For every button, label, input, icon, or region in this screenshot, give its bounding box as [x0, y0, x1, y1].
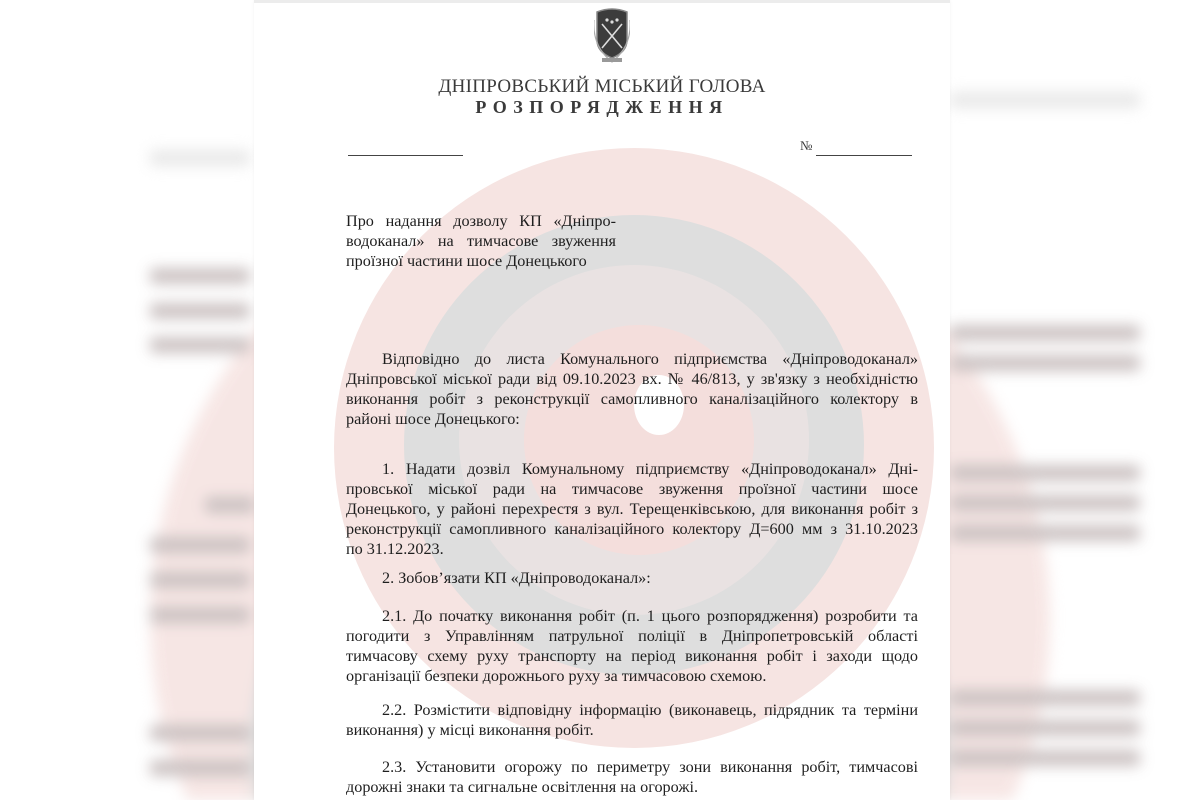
background-text-line	[950, 720, 1140, 736]
background-text-line	[150, 337, 250, 353]
background-text-line	[150, 268, 250, 284]
subject-line: проїзної частини шосе Донецького	[346, 252, 587, 270]
paragraph-line: 1. Надати дозвіл Комунальному підприємству «Дніпроводоканал» Дні-	[382, 460, 918, 478]
paragraph-line: 2. Зобов’язати КП «Дніпроводоканал»:	[382, 569, 651, 587]
clause-2-1	[346, 606, 918, 686]
paragraph-line: Відповідно до листа Комунального підприємства «Дніпроводоканал»	[382, 350, 918, 368]
background-text-line	[150, 725, 250, 741]
background-text-line	[950, 525, 1140, 541]
background-text-line	[150, 572, 250, 588]
paragraph-line: організації безпеки дорожнього руху за тимчасовою схемою.	[346, 667, 767, 685]
date-blank-line	[348, 155, 463, 156]
background-text-line	[205, 497, 255, 513]
paragraph-line: 2.3. Установити огорожу по периметру зони виконання робіт, тимчасові	[382, 758, 918, 776]
subject-line: Про надання дозволу КП «Дніпро-	[346, 212, 616, 230]
paragraph-line: 2.2. Розмістити відповідну інформацію (виконавець, підрядник та терміни	[382, 701, 918, 719]
paragraph-line: виконання робіт з реконструкції самопливного каналізаційного колектору в	[346, 390, 918, 408]
issuing-authority: ДНІПРОВСЬКИЙ МІСЬКИЙ ГОЛОВА	[438, 76, 766, 97]
background-text-line	[950, 355, 1140, 371]
paragraph-line: погодити з Управлінням патрульної поліції в Дніпропетровській області	[346, 627, 918, 645]
background-text-line	[150, 150, 250, 166]
document-type-title: РОЗПОРЯДЖЕННЯ	[475, 97, 729, 117]
background-text-line	[950, 465, 1140, 481]
coat-of-arms-icon	[594, 6, 630, 64]
clause-1	[346, 459, 918, 559]
number-blank-line	[816, 155, 912, 156]
paragraph-line: тимчасову схему руху транспорту на період виконання робіт і заходи щодо	[346, 647, 918, 665]
paragraph-line: Донецького, у районі перехрестя з вул. Терещенківською, для виконання робіт з	[346, 500, 918, 518]
background-text-line	[950, 92, 1140, 108]
paragraph-line: по 31.12.2023.	[346, 540, 444, 558]
background-text-line	[950, 750, 1140, 766]
paragraph-line: виконання) у місці виконання робіт.	[346, 721, 594, 739]
paragraph-line: провської міської ради на тимчасове звуження проїзної частини шосе	[346, 480, 918, 498]
document-subject	[346, 211, 616, 271]
background-text-line	[950, 325, 1140, 341]
number-label: №	[800, 138, 813, 153]
paragraph-line: дорожні знаки та сигнальне освітлення на огорожі.	[346, 778, 699, 796]
subject-line: водоканал» на тимчасове звуження	[346, 232, 616, 250]
background-text-line	[150, 537, 250, 553]
clause-2-2	[346, 700, 918, 740]
background-text-line	[150, 760, 250, 776]
clause-2-3	[346, 757, 918, 797]
background-text-line	[950, 690, 1140, 706]
document-page	[254, 0, 950, 800]
paragraph-line: районі шосе Донецького:	[346, 410, 520, 428]
background-text-line	[150, 607, 250, 623]
page-top-edge	[254, 0, 950, 3]
paragraph-line: реконструкції самопливного каналізаційного колектору Д=600 мм з 31.10.2023	[346, 520, 918, 538]
paragraph-line: 2.1. До початку виконання робіт (п. 1 цього розпорядження) розробити та	[382, 607, 918, 625]
background-text-line	[950, 495, 1140, 511]
preamble-paragraph	[346, 349, 918, 429]
clause-2	[346, 568, 918, 588]
paragraph-line: Дніпровської міської ради від 09.10.2023 вх. № 46/813, у зв'язку з необхідністю	[346, 370, 918, 388]
background-text-line	[150, 303, 250, 319]
